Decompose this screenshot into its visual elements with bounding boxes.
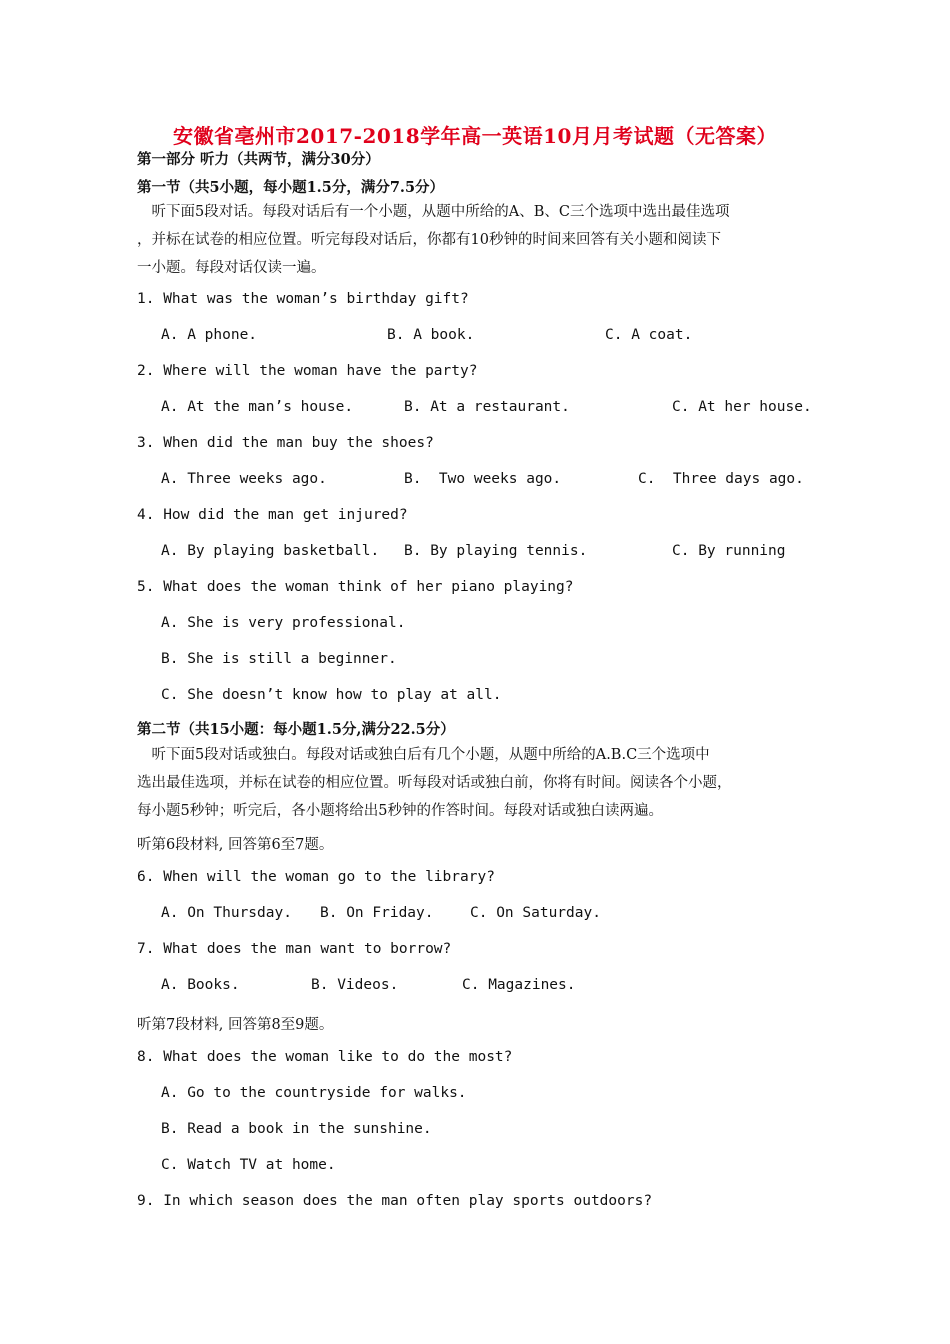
question-3-option-a: A. Three weeks ago. <box>161 471 327 487</box>
question-8-option-b: B. Read a book in the sunshine. <box>161 1121 432 1137</box>
question-5-option-b: B. She is still a beginner. <box>161 651 397 667</box>
question-2-option-b: B. At a restaurant. <box>404 399 570 415</box>
question-4-option-a: A. By playing basketball. <box>161 543 380 559</box>
question-6-option-b: B. On Friday. <box>320 905 434 921</box>
question-7-option-b: B. Videos. <box>311 977 399 993</box>
question-6-option-c: C. On Saturday. <box>470 905 601 921</box>
question-1-option-c: C. A coat. <box>605 327 693 343</box>
question-8-stem: 8. What does the woman like to do the most? <box>137 1049 513 1065</box>
section1-heading: 第一节（共5小题，每小题1.5分，满分7.5分） <box>137 179 445 196</box>
question-2-option-a: A. At the man’s house. <box>161 399 354 415</box>
question-2-option-c: C. At her house. <box>672 399 812 415</box>
question-5-stem: 5. What does the woman think of her piano playing? <box>137 579 574 595</box>
question-7-option-a: A. Books. <box>161 977 240 993</box>
question-9-stem: 9. In which season does the man often play sports outdoors? <box>137 1193 653 1209</box>
question-7-stem: 7. What does the man want to borrow? <box>137 941 452 957</box>
instruction-line: 一小题。每段对话仅读一遍。 <box>137 260 326 276</box>
question-4-stem: 4. How did the man get injured? <box>137 507 408 523</box>
question-5-option-c: C. She doesn’t know how to play at all. <box>161 687 502 703</box>
document-title: 安徽省亳州市2017-2018学年高一英语10月月考试题（无答案） <box>173 124 777 148</box>
question-3-option-c: C. Three days ago. <box>638 471 804 487</box>
question-6-option-a: A. On Thursday. <box>161 905 292 921</box>
question-4-option-c: C. By running <box>672 543 786 559</box>
question-1-stem: 1. What was the woman’s birthday gift? <box>137 291 469 307</box>
instruction-line: 听下面5段对话或独白。每段对话或独白后有几个小题，从题中所给的A.B.C三个选项中 <box>137 747 710 763</box>
part1-heading: 第一部分 听力（共两节，满分30分） <box>137 151 380 168</box>
question-8-option-c: C. Watch TV at home. <box>161 1157 336 1173</box>
instruction-line: 每小题5秒钟；听完后，各小题将给出5秒钟的作答时间。每段对话或独白读两遍。 <box>137 803 663 819</box>
question-8-option-a: A. Go to the countryside for walks. <box>161 1085 467 1101</box>
question-3-option-b: B. Two weeks ago. <box>404 471 562 487</box>
question-3-stem: 3. When did the man buy the shoes? <box>137 435 434 451</box>
section2-heading: 第二节（共15小题：每小题1.5分,满分22.5分） <box>137 721 455 738</box>
question-1-option-a: A. A phone. <box>161 327 258 343</box>
question-7-option-c: C. Magazines. <box>462 977 576 993</box>
instruction-line: ，并标在试卷的相应位置。听完每段对话后，你都有10秒钟的时间来回答有关小题和阅读下 <box>137 232 721 248</box>
question-6-stem: 6. When will the woman go to the library? <box>137 869 495 885</box>
section1-instructions <box>137 198 827 282</box>
listening-material-7-note: 听第7段材料, 回答第8至9题。 <box>137 1017 334 1033</box>
section2-instructions <box>137 741 827 825</box>
question-1-option-b: B. A book. <box>387 327 475 343</box>
question-5-option-a: A. She is very professional. <box>161 615 406 631</box>
question-4-option-b: B. By playing tennis. <box>404 543 588 559</box>
instruction-line: 选出最佳选项，并标在试卷的相应位置。听每段对话或独白前，你将有时间。阅读各个小题， <box>137 775 732 791</box>
question-2-stem: 2. Where will the woman have the party? <box>137 363 478 379</box>
instruction-line: 听下面5段对话。每段对话后有一个小题，从题中所给的A、B、C三个选项中选出最佳选项 <box>137 204 730 220</box>
listening-material-6-note: 听第6段材料, 回答第6至7题。 <box>137 837 334 853</box>
